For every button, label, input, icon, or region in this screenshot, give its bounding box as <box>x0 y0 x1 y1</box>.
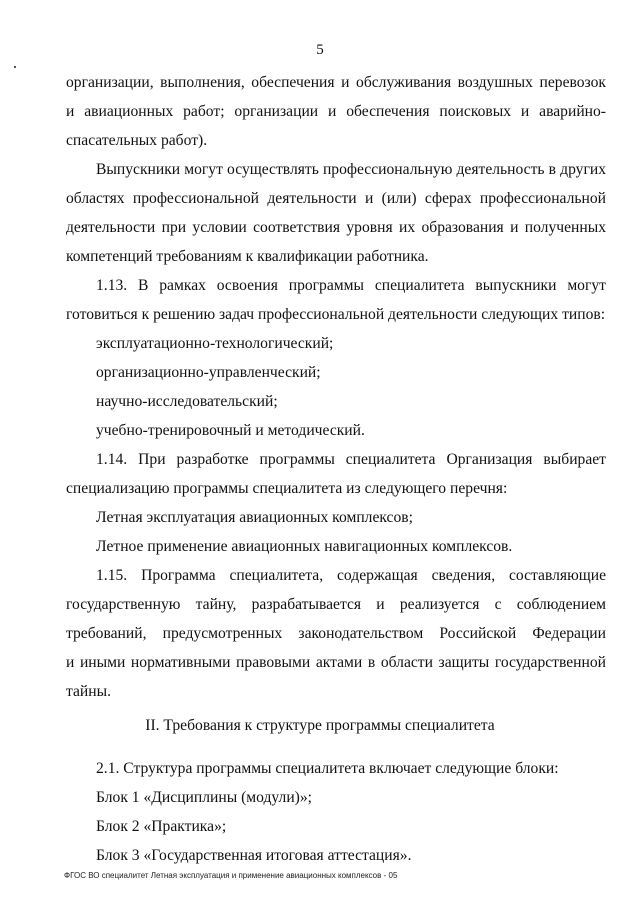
text-line: готовиться к решению задач профессиональной деятельности следующих типов: <box>66 306 606 323</box>
text-line: и иными нормативными правовыми актами в области защиты государственной <box>66 654 606 671</box>
list-item: Летная эксплуатация авиационных комплексов; <box>96 509 413 526</box>
paragraph-start: Выпускники могут осуществлять профессиональную деятельность в других <box>96 161 606 178</box>
text-line: и авиационных работ; организации и обеспечения поисковых и аварийно- <box>66 103 606 120</box>
paragraph-start: 1.13. В рамках освоения программы специалитета выпускники могут <box>96 277 606 294</box>
text-line: деятельности при условии соответствия уровня их образования и полученных <box>66 219 606 236</box>
list-item: организационно-управленческий; <box>96 364 321 381</box>
text-line: тайны. <box>66 683 111 700</box>
list-item: Летное применение авиационных навигационных комплексов. <box>96 538 513 555</box>
document-body <box>66 68 606 706</box>
text-line: государственную тайну, разрабатывается и реализуется с соблюдением <box>66 596 606 613</box>
page-footer: ФГОС ВО специалитет Летная эксплуатация и применение авиационных комплексов - 05 <box>64 871 398 880</box>
page-number: 5 <box>316 42 324 58</box>
list-item: учебно-тренировочный и методический. <box>96 422 365 439</box>
paragraph-start: 1.14. При разработке программы специалитета Организация выбирает <box>96 451 606 468</box>
text-line: требований, предусмотренных законодательством Российской Федерации <box>66 625 606 642</box>
text-line: специализацию программы специалитета из следующего перечня: <box>66 480 508 497</box>
text-line: спасательных работ). <box>66 132 208 149</box>
list-item: эксплуатационно-технологический; <box>96 335 334 352</box>
text-line: организации, выполнения, обеспечения и обслуживания воздушных перевозок <box>66 74 606 91</box>
list-item: Блок 1 «Дисциплины (модули)»; <box>96 789 312 806</box>
list-item: Блок 3 «Государственная итоговая аттестация». <box>96 847 412 864</box>
paragraph-start: 2.1. Структура программы специалитета включает следующие блоки: <box>96 760 559 777</box>
scan-mark <box>14 66 16 68</box>
section-body <box>66 754 606 870</box>
text-line: компетенций требованиям к квалификации работника. <box>66 248 429 265</box>
text-line: областях профессиональной деятельности и (или) сферах профессиональной <box>66 190 606 207</box>
list-item: научно-исследовательский; <box>96 393 278 410</box>
paragraph-start: 1.15. Программа специалитета, содержащая сведения, составляющие <box>96 567 606 584</box>
section-heading: II. Требования к структуре программы специалитета <box>145 717 495 734</box>
list-item: Блок 2 «Практика»; <box>96 818 227 835</box>
